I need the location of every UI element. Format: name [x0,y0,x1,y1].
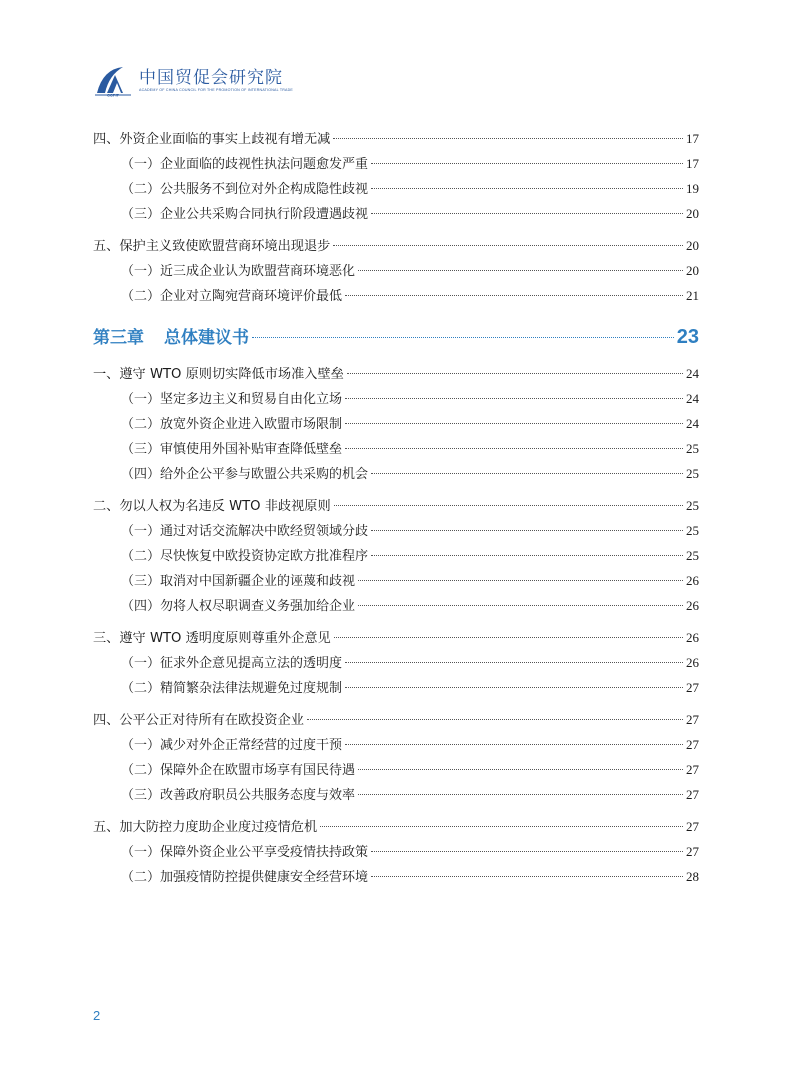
toc-subsection[interactable] [93,201,699,226]
dot-leader [334,637,683,638]
toc-subsection-title: （三）企业公共采购合同执行阶段遭遇歧视 [121,207,369,222]
dot-leader [371,851,683,852]
toc-subsection-title: （二）企业对立陶宛营商环境评价最低 [121,289,343,304]
toc-subsection-page: 27 [686,787,699,802]
logo-abbr: CCPIT [107,92,119,97]
toc-section-page: 20 [686,238,699,253]
toc-section[interactable] [93,126,699,151]
toc-section[interactable] [93,707,699,732]
toc-chapter[interactable] [93,317,699,357]
dot-leader [371,213,683,214]
dot-leader [345,398,683,399]
toc-subsection-title: （一）通过对话交流解决中欧经贸领域分歧 [121,524,369,539]
toc-subsection-title: （三）取消对中国新疆企业的诬蔑和歧视 [121,574,356,589]
dot-leader [347,373,683,374]
toc-subsection-title: （一）减少对外企正常经营的过度干预 [121,738,343,753]
toc-subsection[interactable] [93,176,699,201]
page-number: 2 [93,1008,101,1023]
toc-section-page: 24 [686,366,699,381]
toc-subsection[interactable] [93,151,699,176]
dot-leader [371,473,683,474]
toc-subsection[interactable] [93,461,699,486]
toc-chapter-title [93,318,249,358]
toc-section[interactable] [93,625,699,650]
toc-subsection-page: 27 [686,762,699,777]
toc-subsection[interactable] [93,518,699,543]
toc-subsection-page: 21 [686,288,699,303]
toc-subsection-page: 25 [686,548,699,563]
toc-section-page: 17 [686,131,699,146]
toc-subsection-title: （二）尽快恢复中欧投资协定欧方批准程序 [121,549,369,564]
toc-subsection[interactable] [93,864,699,889]
chapter-number: 第三章 [93,328,144,348]
toc-subsection[interactable] [93,650,699,675]
toc-subsection-page: 25 [686,523,699,538]
dot-leader [333,138,683,139]
toc-subsection-page: 27 [686,680,699,695]
toc-subsection-page: 25 [686,441,699,456]
dot-leader [371,163,683,164]
toc-subsection-page: 17 [686,156,699,171]
toc-subsection-title: （一）坚定多边主义和贸易自由化立场 [121,392,343,407]
toc-section[interactable] [93,233,699,258]
toc-section-page: 27 [686,819,699,834]
toc-subsection[interactable] [93,411,699,436]
toc-subsection[interactable] [93,675,699,700]
table-of-contents [93,126,699,889]
toc-section[interactable] [93,814,699,839]
dot-leader [345,295,683,296]
toc-subsection-title: （二）精简繁杂法律法规避免过度规制 [121,681,343,696]
toc-subsection-title: （一）保障外资企业公平享受疫情扶持政策 [121,845,369,860]
toc-subsection-page: 27 [686,844,699,859]
toc-section[interactable] [93,361,699,386]
toc-subsection-title: （二）加强疫情防控提供健康安全经营环境 [121,870,369,885]
dot-leader [358,270,683,271]
toc-subsection-title: （四）勿将人权尽职调查义务强加给企业 [121,599,356,614]
toc-section-title: 二、勿以人权为名违反 WTO 非歧视原则 [93,499,331,514]
toc-subsection-title: （三）审慎使用外国补贴审查降低壁垒 [121,442,343,457]
toc-section-title: 四、公平公正对待所有在欧投资企业 [93,713,304,728]
ccpit-logo-icon [93,63,133,97]
toc-subsection-page: 26 [686,655,699,670]
toc-subsection[interactable] [93,839,699,864]
toc-subsection[interactable] [93,436,699,461]
toc-subsection[interactable] [93,543,699,568]
org-name-cn: 中国贸促会研究院 [139,67,283,88]
dot-leader [371,530,683,531]
dot-leader [333,245,683,246]
toc-section-title: 五、加大防控力度助企业度过疫情危机 [93,820,318,835]
toc-section-title: 五、保护主义致使欧盟营商环境出现退步 [93,239,331,254]
dot-leader [334,505,683,506]
dot-leader [371,876,683,877]
toc-subsection-title: （四）给外企公平参与欧盟公共采购的机会 [121,467,369,482]
toc-subsection-title: （一）近三成企业认为欧盟营商环境恶化 [121,264,356,279]
toc-subsection[interactable] [93,258,699,283]
dot-leader [345,744,683,745]
dot-leader [371,555,683,556]
toc-subsection-page: 19 [686,181,699,196]
dot-leader [320,826,683,827]
toc-subsection-page: 25 [686,466,699,481]
toc-section-title: 三、遵守 WTO 透明度原则尊重外企意见 [93,631,331,646]
toc-subsection-page: 27 [686,737,699,752]
toc-section-page: 25 [686,498,699,513]
toc-subsection-page: 24 [686,416,699,431]
dot-leader [345,448,683,449]
toc-subsection-page: 20 [686,206,699,221]
toc-subsection-title: （一）征求外企意见提高立法的透明度 [121,656,343,671]
toc-section-page: 27 [686,712,699,727]
toc-section-page: 26 [686,630,699,645]
toc-subsection[interactable] [93,782,699,807]
dot-leader [358,794,683,795]
dot-leader [252,337,674,338]
toc-subsection-title: （二）公共服务不到位对外企构成隐性歧视 [121,182,369,197]
toc-subsection[interactable] [93,283,699,308]
toc-subsection[interactable] [93,757,699,782]
toc-subsection-title: （一）企业面临的歧视性执法问题愈发严重 [121,157,369,172]
toc-subsection-page: 26 [686,573,699,588]
toc-subsection[interactable] [93,593,699,618]
dot-leader [358,580,683,581]
toc-section-title: 一、遵守 WTO 原则切实降低市场准入壁垒 [93,367,344,382]
dot-leader [345,423,683,424]
org-name-en: ACADEMY OF CHINA COUNCIL FOR THE PROMOTION OF INTERNATIONAL TRADE [139,87,294,92]
toc-subsection-title: （二）放宽外资企业进入欧盟市场限制 [121,417,343,432]
dot-leader [345,662,683,663]
toc-subsection[interactable] [93,386,699,411]
dot-leader [358,769,683,770]
header-logo [93,62,293,98]
toc-subsection-title: （三）改善政府职员公共服务态度与效率 [121,788,356,803]
toc-subsection-page: 28 [686,869,699,884]
toc-subsection-page: 20 [686,263,699,278]
chapter-title: 总体建议书 [164,328,249,348]
toc-subsection-page: 26 [686,598,699,613]
toc-section-title: 四、外资企业面临的事实上歧视有增无减 [93,132,331,147]
toc-subsection-page: 24 [686,391,699,406]
toc-subsection[interactable] [93,732,699,757]
dot-leader [358,605,683,606]
toc-chapter-page: 23 [676,326,699,348]
dot-leader [345,687,683,688]
dot-leader [307,719,683,720]
toc-subsection-title: （二）保障外企在欧盟市场享有国民待遇 [121,763,356,778]
toc-section[interactable] [93,493,699,518]
toc-subsection[interactable] [93,568,699,593]
dot-leader [371,188,683,189]
